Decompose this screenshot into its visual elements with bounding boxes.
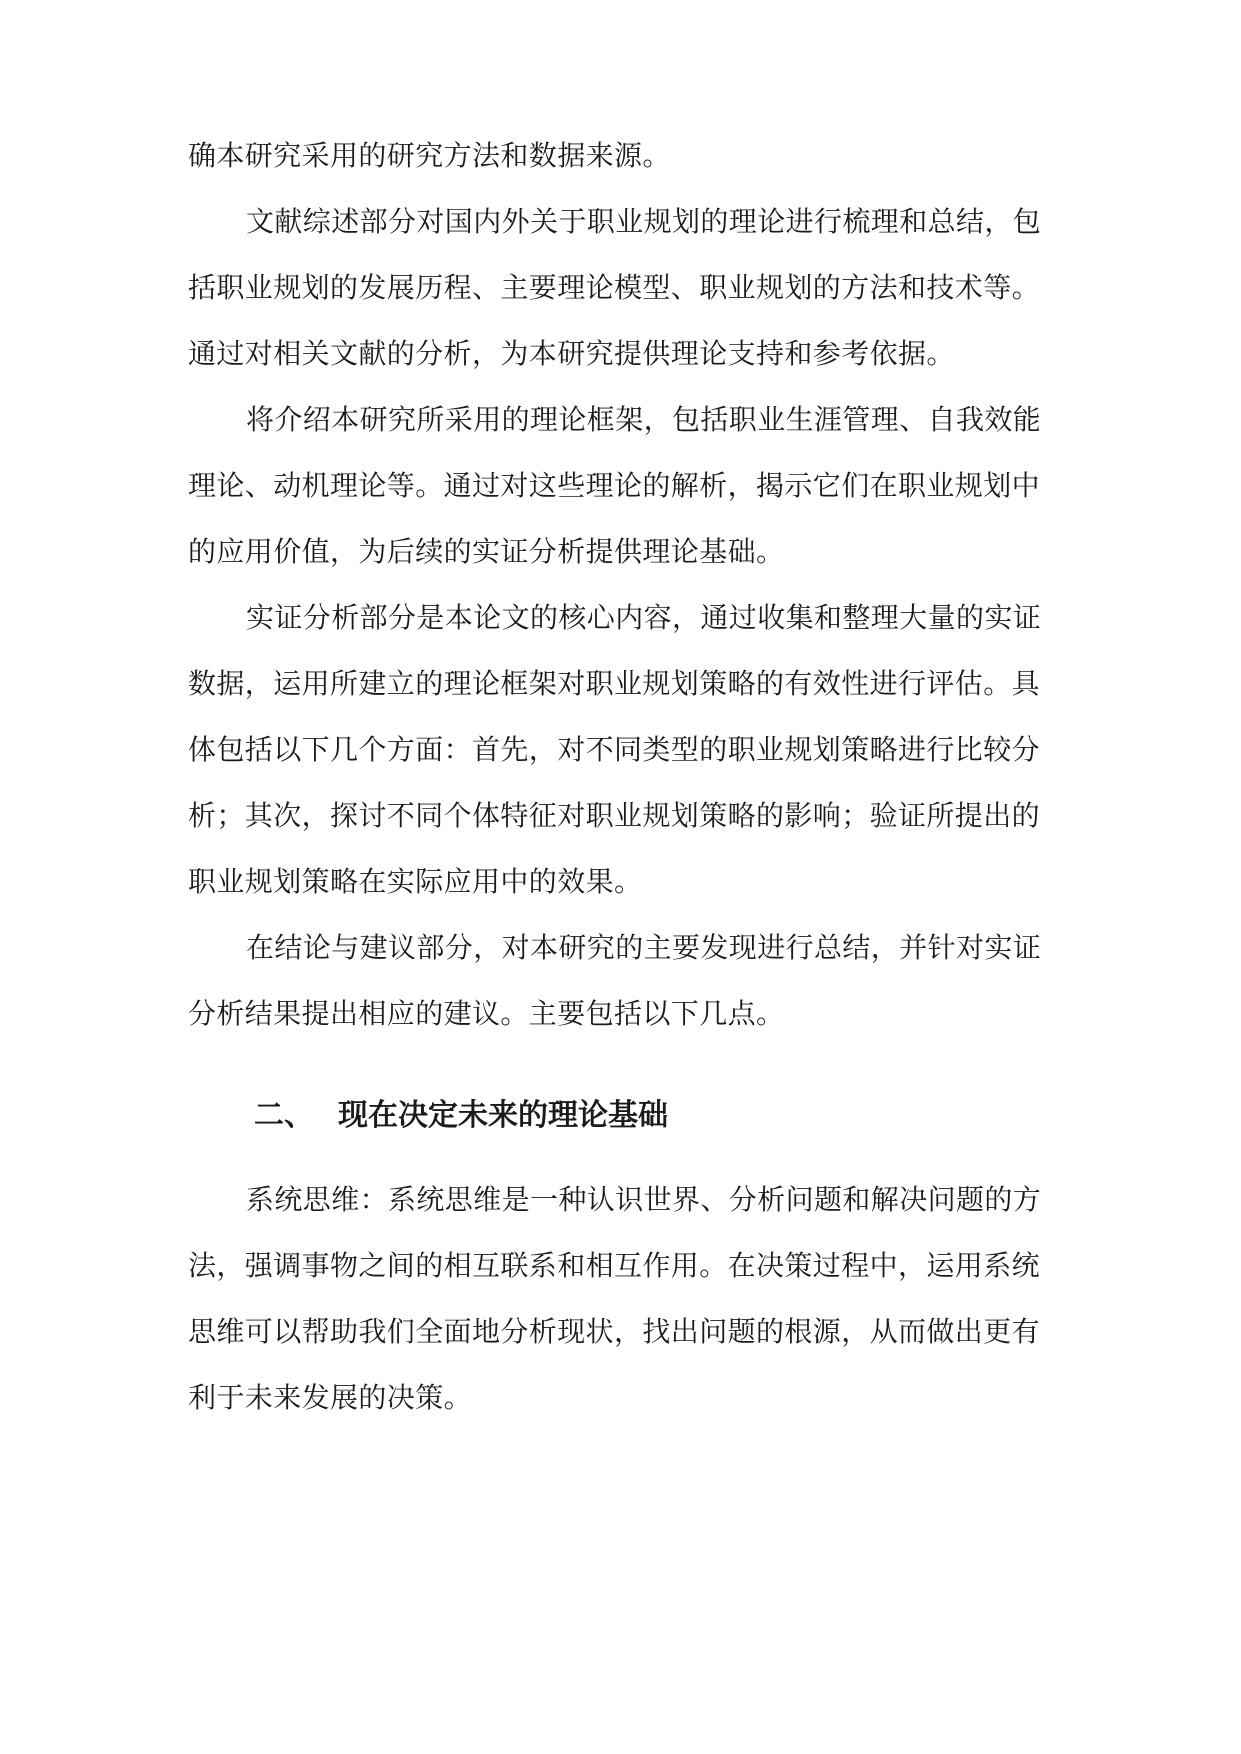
- paragraph-line: 的应用价值，为后续的实证分析提供理论基础。: [188, 535, 785, 568]
- section-number: 二、: [254, 1098, 314, 1133]
- paragraph-line: 体包括以下几个方面：首先，对不同类型的职业规划策略进行比较分: [188, 733, 1041, 766]
- paragraph-line: 实证分析部分是本论文的核心内容，通过收集和整理大量的实证: [246, 601, 1042, 634]
- paragraph-line: 确本研究采用的研究方法和数据来源。: [188, 139, 671, 172]
- paragraph-line: 在结论与建议部分，对本研究的主要发现进行总结，并针对实证: [246, 931, 1042, 964]
- paragraph-line: 法，强调事物之间的相互联系和相互作用。在决策过程中，运用系统: [188, 1249, 1041, 1282]
- paragraph-line: 括职业规划的发展历程、主要理论模型、职业规划的方法和技术等。: [188, 271, 1041, 304]
- paragraph-line: 利于未来发展的决策。: [188, 1381, 473, 1414]
- paragraph-line: 将介绍本研究所采用的理论框架，包括职业生涯管理、自我效能: [246, 403, 1042, 436]
- paragraph-line: 通过对相关文献的分析，为本研究提供理论支持和参考依据。: [188, 337, 955, 370]
- paragraph-line: 分析结果提出相应的建议。主要包括以下几点。: [188, 997, 785, 1030]
- paragraph-line: 理论、动机理论等。通过对这些理论的解析，揭示它们在职业规划中: [188, 469, 1041, 502]
- section-title: 现在决定未来的理论基础: [338, 1098, 668, 1133]
- paragraph-line: 系统思维：系统思维是一种认识世界、分析问题和解决问题的方: [246, 1183, 1042, 1216]
- paragraph-line: 思维可以帮助我们全面地分析现状，找出问题的根源，从而做出更有: [188, 1315, 1041, 1348]
- paragraph-line: 析；其次，探讨不同个体特征对职业规划策略的影响；验证所提出的: [188, 799, 1041, 832]
- paragraph-line: 数据，运用所建立的理论框架对职业规划策略的有效性进行评估。具: [188, 667, 1041, 700]
- section-heading: [254, 1094, 1054, 1138]
- paragraph-line: 职业规划策略在实际应用中的效果。: [188, 865, 643, 898]
- paragraph-line: 文献综述部分对国内外关于职业规划的理论进行梳理和总结，包: [246, 205, 1042, 238]
